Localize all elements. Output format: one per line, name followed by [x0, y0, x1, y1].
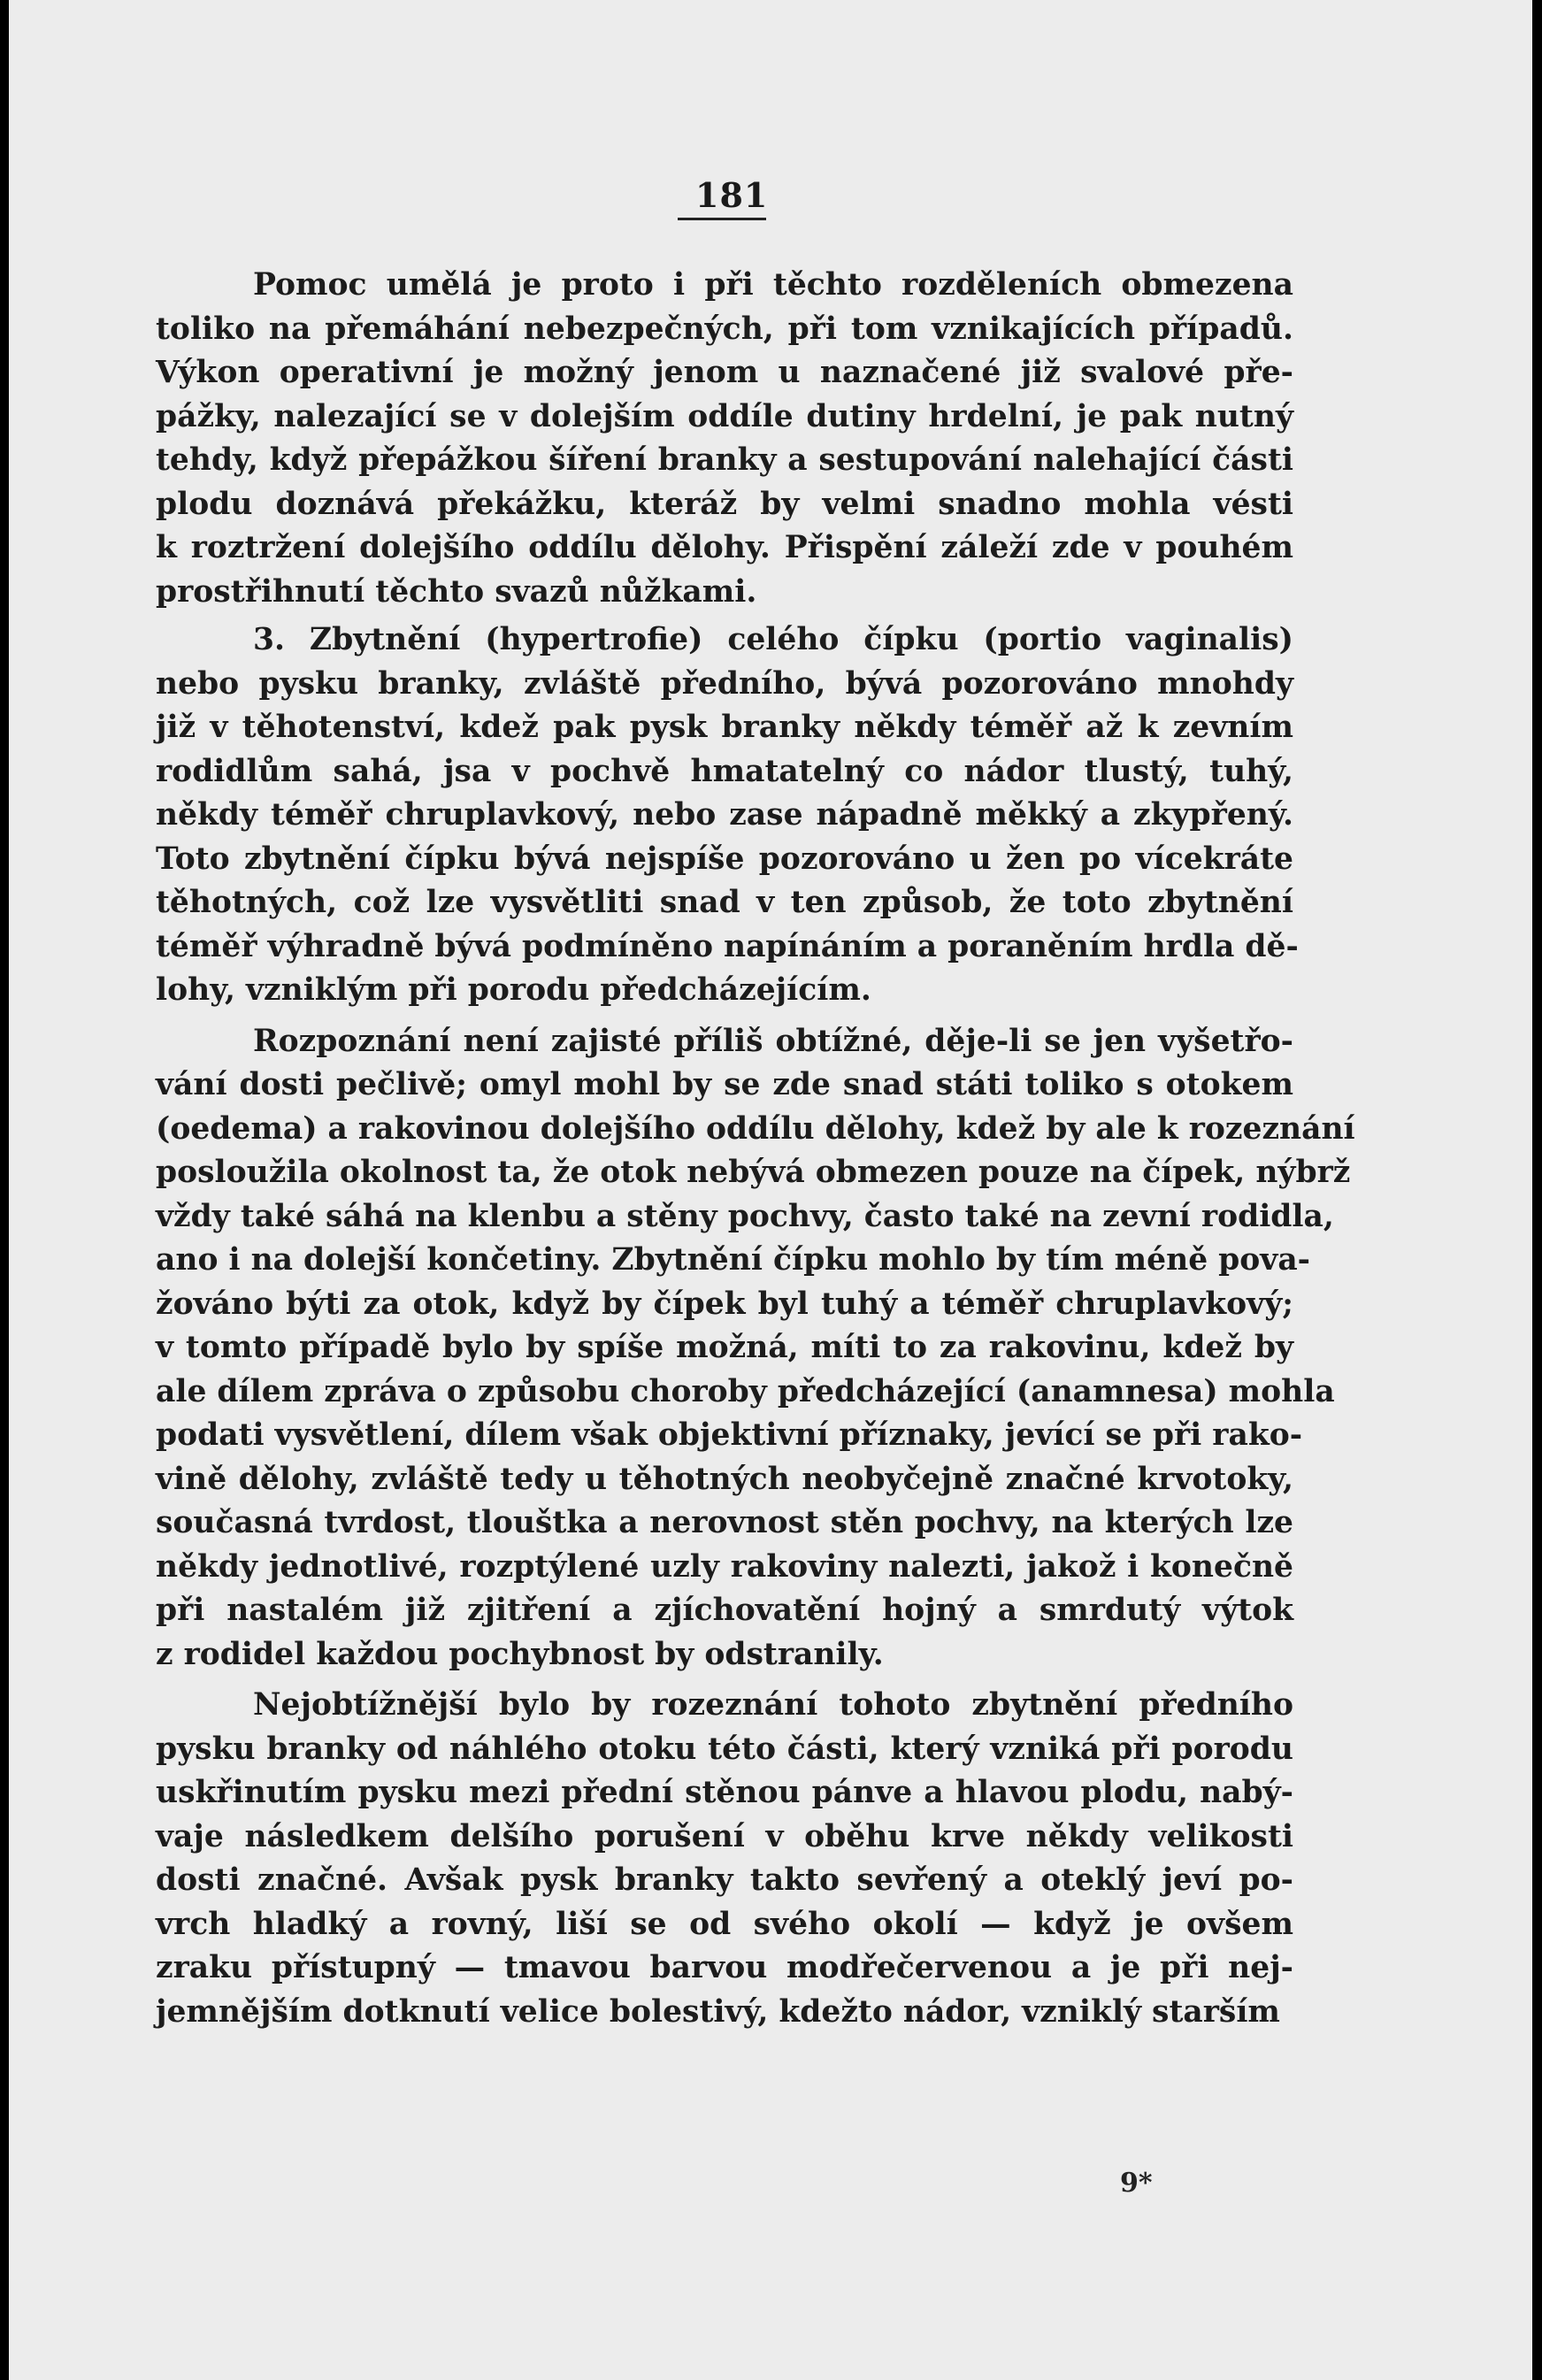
text-line: vrch hladký a rovný, liší se od svého okolí — když je ovšem: [156, 1906, 1293, 1942]
page-number-underline: [678, 218, 766, 220]
text-line: toliko na přemáhání nebezpečných, při tom vznikajících případů.: [156, 311, 1293, 347]
text-line: nebo pysku branky, zvláště předního, bývá pozorováno mnohdy: [156, 665, 1293, 702]
text-line: vině dělohy, zvláště tedy u těhotných neobyčejně značné krvotoky,: [156, 1461, 1293, 1497]
text-line: z rodidel každou pochybnost by odstranily.: [156, 1636, 884, 1672]
text-line: zraku přístupný — tmavou barvou modřečervenou a je při nej-: [156, 1950, 1293, 1985]
text-line: někdy jednotlivé, rozptýlené uzly rakoviny nalezti, jakož i konečně: [156, 1548, 1293, 1585]
text-line: v tomto případě bylo by spíše možná, míti to za rakovinu, kdež by: [156, 1330, 1293, 1365]
text-line: posloužila okolnost ta, že otok nebývá obmezen pouze na čípek, nýbrž: [156, 1155, 1351, 1190]
text-line: pážky, nalezající se v dolejším oddíle dutiny hrdelní, je pak nutný: [156, 398, 1293, 434]
text-line: těhotných, což lze vysvětliti snad v ten způsob, že toto zbytnění: [156, 885, 1293, 920]
text-line: 3. Zbytnění (hypertrofie) celého čípku (portio vaginalis): [253, 622, 1293, 657]
text-line: Nejobtížnější bylo by rozeznání tohoto zbytnění předního: [253, 1687, 1293, 1723]
book-page: [9, 0, 1532, 2380]
paragraph: [156, 264, 1293, 614]
text-line: téměř výhradně bývá podmíněno napínáním a poraněním hrdla dě-: [156, 928, 1299, 964]
text-line: k roztržení dolejšího oddílu dělohy. Přispění záleží zde v pouhém: [156, 530, 1293, 565]
text-line: Toto zbytnění čípku bývá nejspíše pozorováno u žen po vícekráte: [156, 841, 1293, 877]
text-line: vání dosti pečlivě; omyl mohl by se zde snad státi toliko s otokem: [156, 1067, 1293, 1102]
text-line: (oedema) a rakovinou dolejšího oddílu dělohy, kdež by ale k rozeznání: [156, 1110, 1355, 1147]
text-line: vždy také sáhá na klenbu a stěny pochvy, často také na zevní rodidla,: [156, 1198, 1334, 1234]
text-line: pysku branky od náhlého otoku této části, který vzniká při porodu: [156, 1731, 1293, 1767]
text-line: někdy téměř chruplavkový, nebo zase nápadně měkký a zkypřený.: [156, 797, 1293, 833]
paragraph: [156, 618, 1299, 1013]
text-line: plodu doznává překážku, kteráž by velmi snadno mohla vésti: [156, 486, 1293, 522]
text-line: prostřihnutí těchto svazů nůžkami.: [156, 573, 757, 610]
body-text: [156, 264, 1355, 2038]
signature-mark: 9*: [1120, 2168, 1153, 2199]
text-line: jemnějším dotknutí velice bolestivý, kdežto nádor, vzniklý starším: [156, 1993, 1280, 2030]
page-number: 181: [695, 175, 769, 215]
paragraph: [156, 1020, 1355, 1678]
text-line: současná tvrdost, tlouštka a nerovnost stěn pochvy, na kterých lze: [156, 1505, 1293, 1540]
paragraph: [156, 1684, 1293, 2034]
text-line: Rozpoznání není zajisté příliš obtížné, děje-li se jen vyšetřo-: [253, 1023, 1293, 1059]
text-line: vaje následkem delšího porušení v oběhu krve někdy velikosti: [156, 1818, 1293, 1854]
text-line: dosti značné. Avšak pysk branky takto sevřený a oteklý jeví po-: [156, 1862, 1293, 1898]
text-line: Pomoc umělá je proto i při těchto rozděleních obmezena: [253, 267, 1293, 303]
text-line: žováno býti za otok, když by čípek byl tuhý a téměř chruplavkový;: [156, 1286, 1293, 1322]
text-line: uskřinutím pysku mezi přední stěnou pánve a hlavou plodu, nabý-: [156, 1775, 1293, 1810]
text-line: tehdy, když přepážkou šíření branky a sestupování nalehající části: [156, 442, 1293, 478]
text-line: rodidlům sahá, jsa v pochvě hmatatelný co nádor tlustý, tuhý,: [156, 753, 1293, 789]
text-line: ano i na dolejší končetiny. Zbytnění čípku mohlo by tím méně pova-: [156, 1242, 1311, 1278]
text-line: podati vysvětlení, dílem však objektivní příznaky, jevící se při rako-: [156, 1417, 1303, 1453]
text-line: Výkon operativní je možný jenom u naznačené již svalové pře-: [156, 355, 1293, 390]
text-line: ale dílem zpráva o způsobu choroby předcházející (anamnesa) mohla: [156, 1373, 1335, 1409]
text-line: již v těhotenství, kdež pak pysk branky někdy téměř až k zevním: [156, 710, 1293, 745]
text-line: při nastalém již zjitření a zjíchovatění hojný a smrdutý výtok: [156, 1593, 1293, 1628]
text-line: lohy, vzniklým při porodu předcházejícím.: [156, 972, 871, 1008]
